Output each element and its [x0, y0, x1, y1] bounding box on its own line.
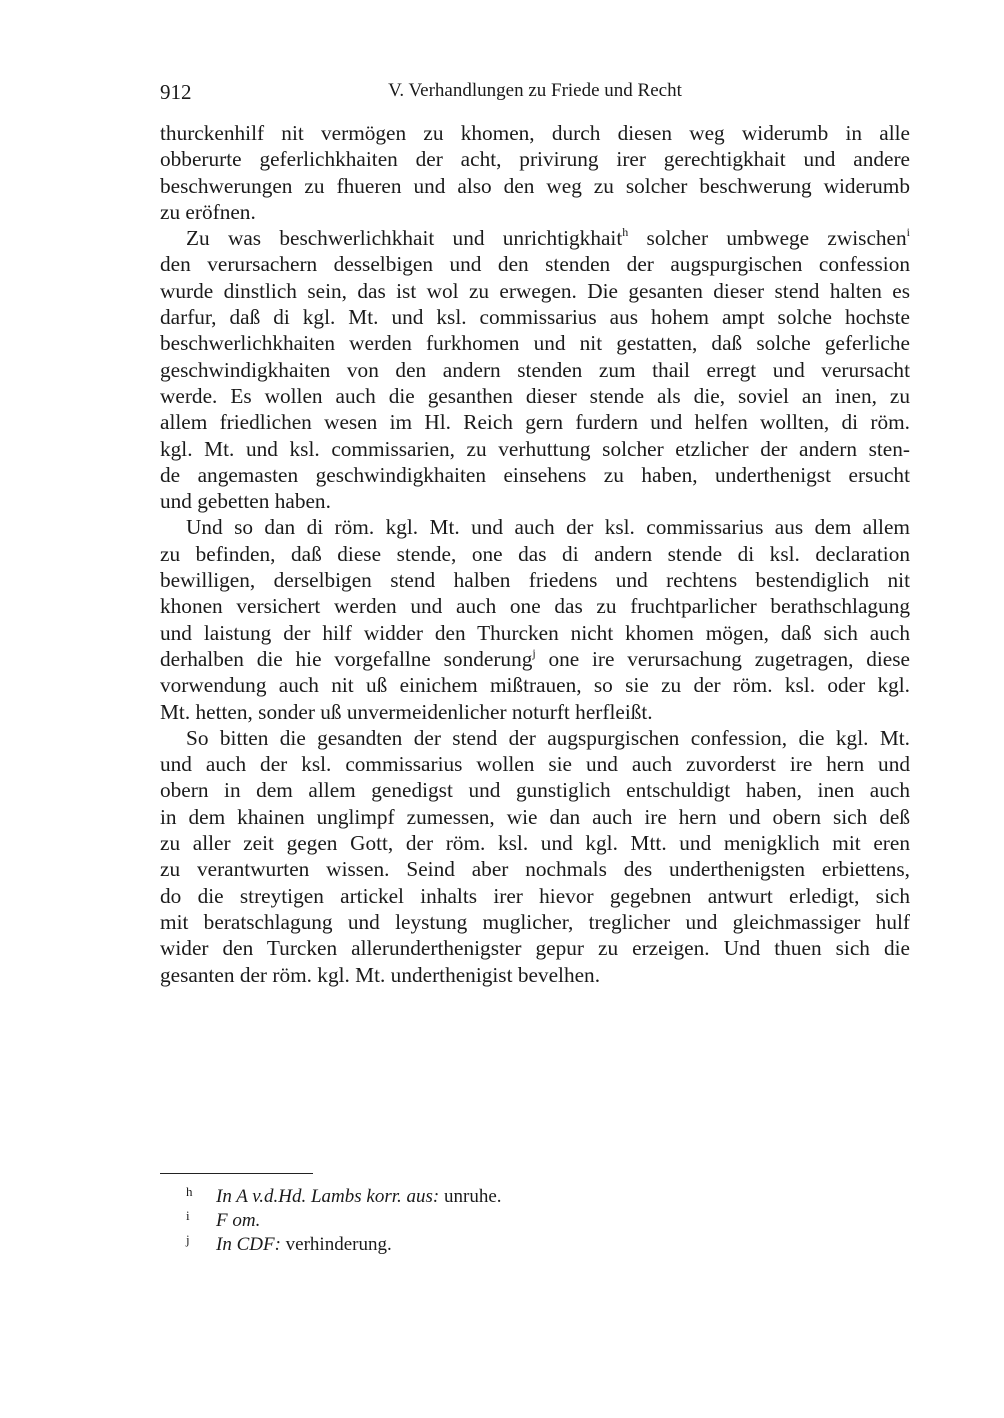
text-line	[160, 225, 910, 251]
main-text	[160, 120, 910, 988]
text-line	[160, 856, 910, 882]
text-segment: derhalben die hie vorgefallne sonderung	[160, 646, 533, 671]
text-line	[160, 330, 910, 356]
text-segment: gesanten der röm. kgl. Mt. underthenigist bevelhen.	[160, 962, 601, 987]
text-segment: und laistung der hilf widder den Thurcken nicht khomen mögen, daß sich auch	[160, 620, 910, 645]
text-segment: bewilligen, derselbigen stend halben friedens und rechtens bestendiglich nit	[160, 568, 910, 593]
running-title: V. Verhandlungen zu Friede und Recht	[388, 80, 682, 101]
text-segment: beschwerlichkhaiten werden furkhomen und nit gestatten, daß solche geferliche	[160, 331, 910, 356]
text-segment: solcher umbwege zwischen	[628, 226, 907, 251]
paragraph	[160, 120, 910, 225]
text-segment: khonen versichert werden und auch one das zu fruchtparlicher berathschlagung	[160, 594, 910, 619]
text-line	[160, 672, 910, 698]
text-line	[160, 725, 910, 751]
text-line	[160, 488, 910, 514]
text-line	[160, 777, 910, 803]
text-line	[160, 620, 910, 646]
text-segment: So bitten die gesandten der stend der augspurgischen confession, die kgl. Mt.	[186, 725, 910, 750]
text-segment: vorwendung auch nit uß einichem mißtrauen, so sie zu der röm. ksl. oder kgl.	[160, 673, 910, 698]
text-line	[160, 146, 910, 172]
paragraph	[160, 514, 910, 724]
text-segment: darfur, daß di kgl. Mt. und ksl. commissarius aus hohem ampt solche hochste	[160, 305, 910, 330]
text-segment: obberurte geferlichkhaiten der acht, privirung irer gerechtigkhait und andere	[160, 147, 910, 172]
text-line	[160, 962, 910, 988]
text-segment: do die streytigen artickel inhalts irer hievor gegebnen antwurt erledigt, sich	[160, 883, 910, 908]
text-segment: geschwindigkhaiten von den andern stenden zum thail erregt und verursacht	[160, 357, 910, 382]
text-line	[160, 830, 910, 856]
text-segment: in dem khainen unglimpf zumessen, wie dan auch ire hern und obern sich deß	[160, 804, 910, 829]
text-line	[160, 883, 910, 909]
footnote-source: In CDF:	[216, 1234, 281, 1255]
text-segment: zu eröfnen.	[160, 199, 256, 224]
footnote-source: F om.	[216, 1210, 261, 1231]
footnote-marker: h	[622, 225, 629, 240]
text-segment: Zu was beschwerlichkhait und unrichtigkhait	[186, 226, 623, 251]
text-segment: one ire verursachung zugetragen, diese	[535, 646, 910, 671]
footnote-marker: i	[906, 225, 910, 240]
text-segment: und auch der ksl. commissarius wollen sie und auch zuvorderst ire hern und	[160, 752, 910, 777]
paragraph	[160, 225, 910, 514]
text-segment: Mt. hetten, sonder uß unvermeidenlicher noturft herfleißt.	[160, 699, 653, 724]
text-line	[160, 699, 910, 725]
footnote-source: In A v.d.Hd. Lambs korr. aus:	[216, 1186, 440, 1207]
text-segment: wurde dinstlich sein, das ist wol zu erwegen. Die gesanten dieser stend halten es	[160, 278, 910, 303]
footnote-mark: j	[186, 1232, 190, 1247]
text-line	[160, 751, 910, 777]
text-segment: und gebetten haben.	[160, 489, 331, 514]
footnote-text: verhinderung.	[280, 1234, 392, 1255]
text-line	[160, 120, 910, 146]
page-header	[160, 80, 910, 108]
text-line	[160, 935, 910, 961]
text-segment: Und so dan di röm. kgl. Mt. und auch der ksl. commissarius aus dem allem	[186, 515, 910, 540]
text-segment: de angemasten geschwindigkhaiten einsehens zu haben, underthenigst ersucht	[160, 462, 910, 487]
text-segment: zu verantwurten wissen. Seind aber nochmals des underthenigsten erbiettens,	[160, 857, 910, 882]
text-line	[160, 567, 910, 593]
text-line	[160, 514, 910, 540]
footnote	[160, 1228, 392, 1257]
footnote-mark: h	[186, 1184, 193, 1199]
page-number: 912	[160, 80, 192, 104]
footnote-text: unruhe.	[439, 1186, 502, 1207]
text-segment: den verursachern desselbigen und den stenden der augspurgischen confession	[160, 252, 910, 277]
text-line	[160, 199, 910, 225]
text-segment: zu aller zeit gegen Gott, der röm. ksl. und kgl. Mtt. und menigklich mit eren	[160, 831, 910, 856]
text-segment: zu befinden, daß diese stende, one das di andern stende di ksl. declaration	[160, 541, 910, 566]
footnote-rule	[160, 1173, 313, 1174]
text-line	[160, 409, 910, 435]
text-segment: mit beratschlagung und leystung muglicher, treglicher und gleichmassiger hulf	[160, 909, 910, 934]
text-segment: obern in dem allem genedigst und gunstiglich entschuldigt haben, inen auch	[160, 778, 910, 803]
text-line	[160, 173, 910, 199]
text-segment: wider den Turcken allerunderthenigster gepur zu erzeigen. Und thuen sich die	[160, 936, 910, 961]
text-line	[160, 462, 910, 488]
text-line	[160, 251, 910, 277]
text-line	[160, 593, 910, 619]
text-segment: werde. Es wollen auch die gesanthen dieser stende als die, soviel an inen, zu	[160, 383, 910, 408]
text-segment: allem friedlichen wesen im Hl. Reich gern furdern und helfen wollten, di röm.	[160, 410, 910, 435]
text-line	[160, 304, 910, 330]
text-line	[160, 804, 910, 830]
text-line	[160, 646, 910, 672]
paragraph	[160, 725, 910, 988]
text-segment: thurckenhilf nit vermögen zu khomen, durch diesen weg widerumb in alle	[160, 121, 910, 145]
text-line	[160, 436, 910, 462]
footnote-mark: i	[186, 1208, 190, 1223]
text-line	[160, 541, 910, 567]
text-line	[160, 357, 910, 383]
text-segment: kgl. Mt. und ksl. commissarien, zu verhuttung solcher etzlicher der andern sten-	[160, 436, 910, 461]
text-segment: beschwerungen zu fhueren und also den weg zu solcher beschwerung widerumb	[160, 173, 910, 198]
footnote-marker: j	[532, 645, 536, 660]
text-line	[160, 909, 910, 935]
text-line	[160, 383, 910, 409]
text-line	[160, 278, 910, 304]
